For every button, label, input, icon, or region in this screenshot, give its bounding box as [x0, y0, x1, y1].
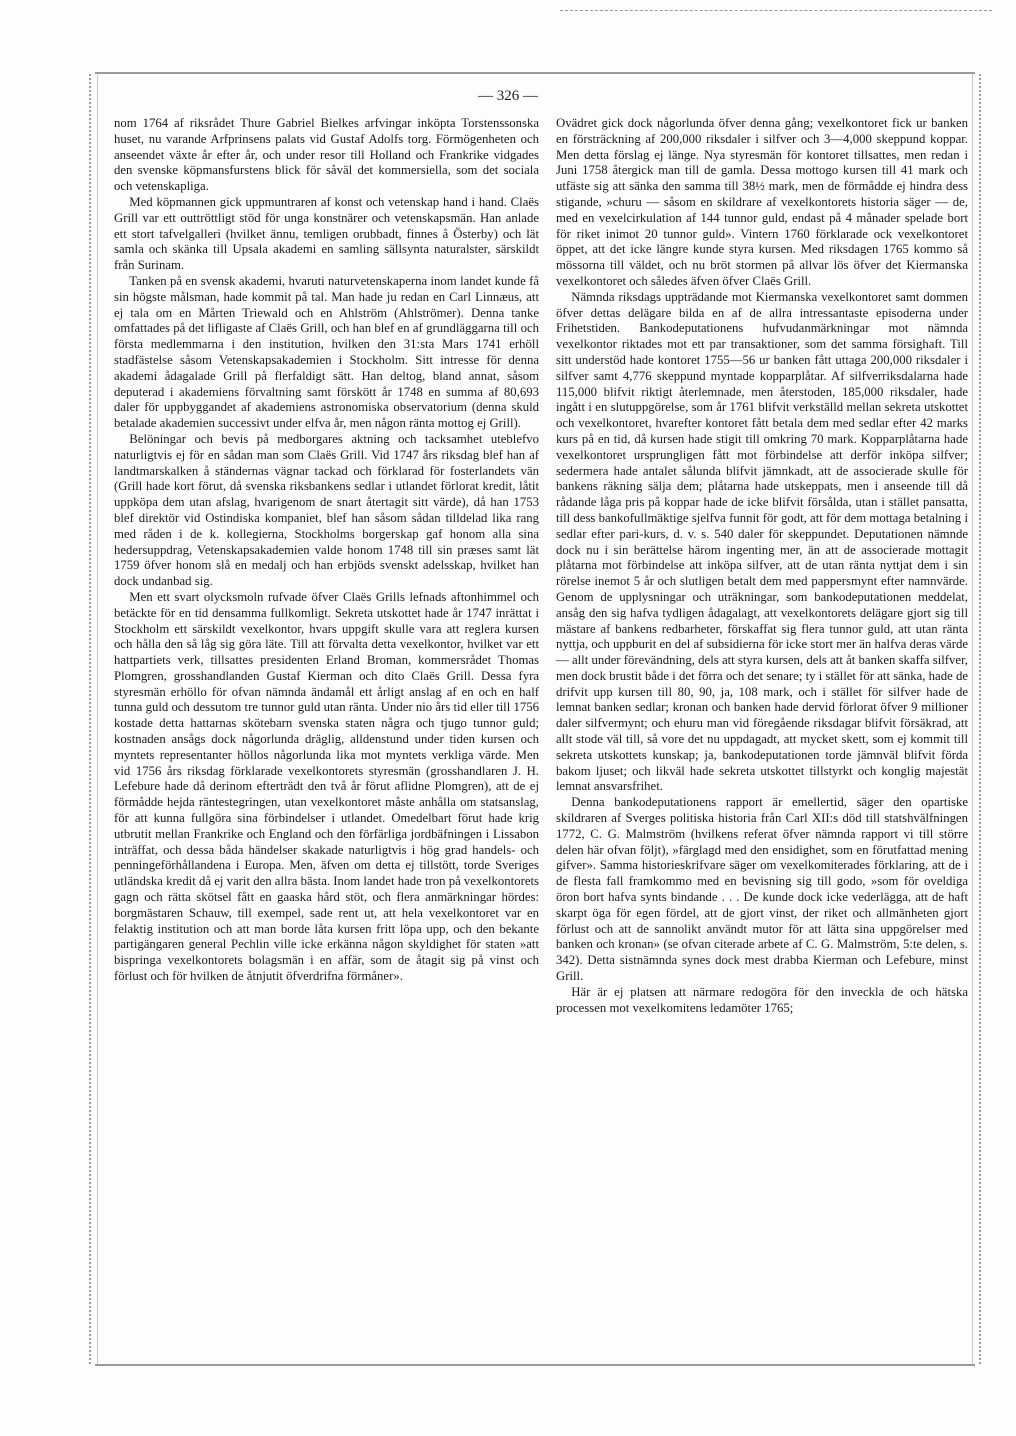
- paragraph: nom 1764 af riksrådet Thure Gabriel Bielkes arfvingar inköpta Torstenssonska huset, nu varande Arfprinsens palats vid Gustaf Adolfs torg. Förmögenheten och anseendet växte år efter år, och under resor till Holland och Frankrike vidgades den svenske köpmansfurstens blick för såväl det kommersiella, som det sociala och vetenskapliga.: [114, 116, 539, 194]
- paragraph: Ovädret gick dock någorlunda öfver denna gång; vexelkontoret fick ur banken en försträckning af 200,000 riksdaler i silfver och 3—4,000 skeppund koppar. Men detta förslag ej länge. Nya styresmän för kontoret tillsattes, men redan i Juni 1758 återgick man till de gamla. Dessa mottogo kursen till 41 mark och utfäste sig att sänka den samma till 38½ mark, men de förmådde ej hindra dess stigande, »churu — såsom en skildrare af vexelkontorets historia säger — de, med en vexelcirkulation af 144 tunnor guld, endast på 4 månader spelade bort för riket inimot 20 tunnor guld». Vintern 1760 förklarade ock vexelkontoret öppet, att det icke längre kunde styra kursen. Med riksdagen 1765 kommo så mössorna till väldet, och nu bröt stormen på allvar lös öfver det Kiermanska vexelkontoret och således äfven öfver Claës Grill.: [556, 116, 968, 288]
- right-column: [556, 116, 968, 1016]
- paragraph: Tanken på en svensk akademi, hvaruti naturvetenskaperna inom landet kunde få sin högste målsman, hade kommit på tal. Man hade ju redan en Carl Linnæus, att ej tala om en Mårten Triewald och en Ahlström (Ahlströmer). Denna tanke omfattades på det lifligaste af Claës Grill, och han blef en af grundläggarna till och första medlemmarna i den institution, hvilken den 31:sta Mars 1741 erhöll stadfästelse såsom Vetenskapsakademien i Stockholm. Sitt intresse för denna akademi ådagalade Grill på flerfaldigt sätt. Han deltog, bland annat, såsom deputerad i akademiens förvaltning samt förskött år 1748 en summa af 80,693 daler för uppbyggandet af akademiens astronomiska observatorium (denna skuld betalade akademien successivt under elfva år, men någon ränta mottog ej Grill).: [114, 273, 539, 431]
- top-edge-rule: [560, 10, 992, 11]
- page-number: — 326 —: [478, 88, 538, 104]
- paragraph: Nämnda riksdags uppträdande mot Kiermanska vexelkontoret samt dommen öfver dettas delägare bilda en af de allra intressantaste episoderna under Frihetstiden. Bankodeputationens hufvudanmärkningar mot nämnda vexelkontor riktades mot ett par transaktioner, som det samma försighaft. Till sitt understöd hade kontoret 1755—56 ur banken fått uttaga 200,000 riksdaler i silfver samt 4,776 skeppund myntade kopparplåtar. Af silfverriksdalarna hade 115,000 blifvit riktigt återlemnade, men återstoden, 185,000 riksdaler, hade ingått i en slutuppgörelse, som år 1761 blifvit verkställd mellan sekreta utskottet och vexelkontoret, hvarefter kontoret fått betala dem med sedlar efter 42 marks kurs på en tid, då kursen hade stigit till omkring 70 mark. Kopparplåtarna hade vexelkontoret ursprungligen fått mot förbindelse att derför inköpa silfver; sedermera hade antalet sålunda blifvit jämnkadt, att de associerade skulle för bankens räkning sälja dem; plåtarna hade utskeppats, men i anseende till då rådande låga pris på koppar hade de icke blifvit försålda, utan i stället pansatta, till dess bankofullmäktige sjelfva funnit för godt, att för dem mottaga betalning i sedlar efter pari-kurs, d. v. s. 540 daler för skeppundet. Deputationen nämnde dock nu i sin berättelse härom ingenting mer, än att de associerade mottagit plåtarna mot förbindelse att inköpa silfver, att de utan ränta nyttjat dem i sin rörelse inemot 5 år och slutligen betalt dem med pappersmynt efter namnvärde. Genom de upplysningar och uträkningar, som bankodeputationen meddelat, ansåg den sig hafva tydligen ådagalagt, att vexelkontorets delägare gjort sig till mästare af bankens redbarheter, förskaffat sig flera tunnor guld, att utan ränta nyttja, och uppburit en del af subsidierna för icke stort mer än halfva deras värde — allt under förevändning, dels att styra kursen, dels att åt banken skaffa silfver, men dock brustit både i det förra och det senare; ty i stället för att sänka, hade de drifvit upp kursen till 80, 90, ja, 108 mark, och i stället för silfver hade de lemnat banken sedlar; kronan och banken hade dervid förlorat öfver 9 millioner daler silfvermynt; och ehuru man vid föregående riksdagar blifvit försäkrad, att allt stode väl till, så vore det nu uppdagadt, att mycket skett, som ej kommit till sekreta utskottets kunskap; ja, bankodeputationen torde jämnväl blifvit förda bakom ljuset; och likväl hade sekreta utskottet tillstyrkt och konglig majestät lemnat ansvarsfrihet.: [556, 289, 968, 794]
- paragraph: Med köpmannen gick uppmuntraren af konst och vetenskap hand i hand. Claës Grill var ett outtröttligt stöd för unga konstnärer och vetenskapsmän. Han anlade ett stort tafvelgalleri (hvilket ännu, temligen orubbadt, finnes å Österby) och lät samla och skänka till Upsala akademi en samling sällsynta naturalster, särskildt från Surinam.: [114, 194, 539, 273]
- paragraph: Men ett svart olycksmoln rufvade öfver Claës Grills lefnads aftonhimmel och betäckte för en tid densamma fullkomligt. Sekreta utskottet hade år 1747 inrättat i Stockholm ett särskildt vexelkontor, hvars uppgift skulle vara att reglera kursen och hålla den så låg sig göra läte. Till att förvalta detta vexelkontor, hvilket var ett hattpartiets verk, tillsattes presidenten Erland Broman, kommersrådet Thomas Plomgren, grosshandlanden Gustaf Kierman och dito Claës Grill. Dessa fyra styresmän erhöllo för ofvan nämnda ändamål ett årligt anslag af en och en half tunna guld och dessutom tre tunnor guld utan ränta. Under nio års tid eller till 1756 kostade detta hattarnas skötebarn svenska staten några och tjugo tunnor guld; kostnaden ansågs dock någorlunda dräglig, alldenstund under tiden kursen och myntets representanter höllos någorlunda lika mot myntets verkliga värde. Men vid 1756 års riksdag förklarade vexelkontorets styresmän (grosshandlaren J. H. Lefebure hade då derinom efterträdt den två år förut aflidne Plomgren), att de ej förmådde hejda räntestegringen, utan vexelkontoret måste anhålla om statsanslag, för att kunna fullgöra sina förbindelser i utlandet. Omedelbart förut hade krig utbrutit mellan Frankrike och England och den förfärliga jordbäfningen i Lissabon inträffat, och dessa båda händelser skakade naturligtvis i hög grad handels- och penningeförhållandena i Europa. Men, äfven om detta ej tillstött, torde Sveriges utländska kredit då ej varit den allra bästa. Inom landet hade tron på vexelkontorets gagn och rätta skötsel fått en gaaska hård stöt, och flera anmärkningar hördes: borgmästaren Schauw, till exempel, sade rent ut, att hela vexelkontoret var en felaktig institution och att man borde låta kursen fritt löpa upp, och den bekante partigängaren general Pechlin ville icke erkänna någon skyldighet för staten »att bispringa vexelkontorets bolagsmän i en affär, som de åtagit sig på vinst och förlust och för hvilken de åtnjutit öfverdrifna förmåner».: [114, 589, 539, 984]
- paragraph: Här är ej platsen att närmare redogöra för den inveckla de och hätska processen mot vexelkomitens ledamöter 1765;: [556, 984, 968, 1015]
- paragraph: Belöningar och bevis på medborgares aktning och tacksamhet uteblefvo naturligtvis ej för en sådan man som Claës Grill. Vid 1747 års riksdag blef han af landtmarskalken å ständernas vägnar tackad och förklarad för fosterlandets vän (Grill hade kort förut, då svenska riksbankens sedlar i utlandet förlorat kredit, låtit uppköpa dem utan afslag, hvarigenom de snart återtagit sitt värde), då han 1753 blef direktör vid Ostindiska kompaniet, blef han såsom sådan tilldelad lika rang med råden i de k. kollegierna, Stockholms borgerskap gaf honom alla sina hedersuppdrag, Vetenskapsakademien valde honom 1748 till sin præses samt lät 1759 öfver honom slå en medalj och han erbjöds svenskt adelsskap, hvilket han dock undanbad sig.: [114, 431, 539, 589]
- left-column: [114, 116, 539, 985]
- paragraph: Denna bankodeputationens rapport är emellertid, säger den opartiske skildraren af Sverges politiska historia från Carl XII:s död till statshvälfningen 1772, C. G. Malmström (hvilkens referat öfver nämnda rapport vi till större delen här ofvan följt), »färglagd med den ensidighet, som en förutfattad mening gifver». Samma historieskrifvare säger om vexelkomiterades förklaring, att de i de flesta fall framkommo med en bevisning sig till godo, »som för oveldiga öron bort hafva synts bindande . . . De kunde dock icke vederlägga, att de haft skarpt öga för egen fördel, att de gjort vinst, der riket och allmänheten gjort förlust och att de sannolikt användt mutor för att lätta sina uppgörelser med banken och kronan» (se ofvan citerade arbete af C. G. Malmström, 5:te delen, s. 342). Detta sistnämnda synes dock mest drabba Kierman och Lefebure, minst Grill.: [556, 795, 968, 984]
